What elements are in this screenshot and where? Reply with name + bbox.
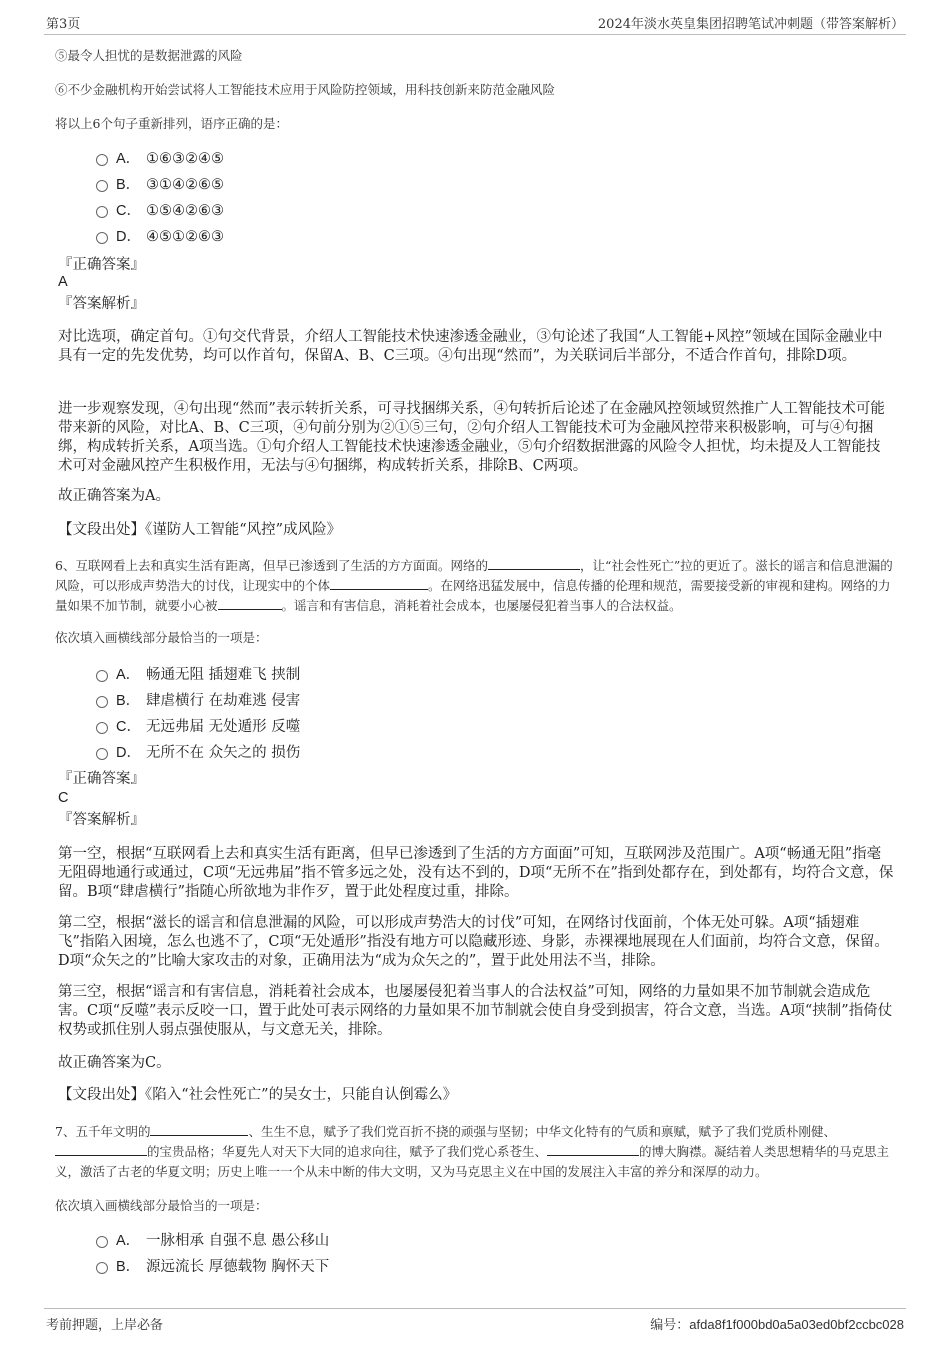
q7-option-a[interactable]: A． 一脉相承 自强不息 愚公移山 (96, 1231, 329, 1251)
q6-analysis-paragraph: 第二空，根据“滋长的谣言和信息泄漏的风险，可以形成声势浩大的讨伐”可知，在网络讨伐面前，个体无处可躲。A项“插翅难飞”指陷入困境，怎么也逃不了，C项“无处遁形”指没有地方可以隐藏形迹、身影，赤裸裸地展现在人们面前，均符合文意，保留。D项“众矢之的”比喻大家攻击的对象，正确用法为“成为众矢之的”，置于此处用法不当，排除。 (58, 915, 889, 969)
q5-answer: A (58, 274, 68, 290)
fill-blank (150, 1122, 248, 1136)
radio-icon[interactable] (96, 670, 108, 682)
document-title: 2024年淡水英皇集团招聘笔试冲刺题（带答案解析） (597, 17, 904, 32)
radio-icon[interactable] (96, 748, 108, 760)
document-code: 编号：afda8f1f000bd0a5a03ed0bf2ccbc028 (650, 1317, 904, 1332)
q5-source: 【文段出处】《谨防人工智能“风控”成风险》 (58, 522, 342, 538)
radio-icon[interactable] (96, 1236, 108, 1248)
q6-option-b[interactable]: B． 肆虐横行 在劫难逃 侵害 (96, 691, 300, 711)
fill-blank (218, 596, 282, 610)
page-number: 第3页 (46, 17, 81, 32)
footer-slogan: 考前押题，上岸必备 (46, 1318, 164, 1333)
q6-analysis-paragraph: 第一空，根据“互联网看上去和真实生活有距离，但早已渗透到了生活的方方面面”可知，互联网涉及范围广。A项“畅通无阻”指毫无阻碍地通行或通过，C项“无远弗届”指不管多远之处，没有达不到的，D项“无所不在”指到处都存在，到处都有，均符合文意，保留。B项“肆虐横行”指随心所欲地为非作歹，置于此处程度过重，排除。 (58, 846, 894, 900)
q7-prompt: 依次填入画横线部分最恰当的一项是： (55, 1198, 268, 1213)
q7-option-b[interactable]: B． 源远流长 厚德载物 胸怀天下 (96, 1257, 329, 1277)
q6-analysis-paragraph: 第三空，根据“谣言和有害信息，消耗着社会成本，也屡屡侵犯着当事人的合法权益”可知，网络的力量如果不加节制就会造成危害。C项“反噬”表示反咬一口，置于此处可表示网络的力量如果不加节制就会使自身受到损害，符合文意，当选。A项“挟制”指倚仗权势或抓住别人弱点强使服从，与文意无关，排除。 (58, 984, 893, 1038)
radio-icon[interactable] (96, 722, 108, 734)
page-footer (44, 1308, 906, 1335)
q7-stem: 7、五千年文明的 、生生不息，赋予了我们党百折不挠的顽强与坚韧；中华文化特有的气质和禀赋，赋予了我们党质朴刚健、的宝贵品格；华夏先人对天下大同的追求向往，赋予了我们党心系苍生、 的博大胸襟。凝结着人类思想精华的马克思主义，激活了古老的华夏文明；历史上唯一一个从未中断的伟大文明，又为马克思主义在中国的发展注入丰富的养分和深厚的动力。 (55, 1124, 890, 1179)
q5-sentence-5: ⑤最令人担忧的是数据泄露的风险 (55, 48, 243, 63)
page-header (44, 10, 906, 35)
q5-analysis-paragraph: 对比选项，确定首句。①句交代背景，介绍人工智能技术快速渗透金融业，③句论述了我国“人工智能+风控”领域在国际金融业中具有一定的先发优势，均可以作首句，保留A、B、C三项。④句出现“然而”，为关联词后半部分，不适合作首句，排除D项。 (58, 329, 883, 364)
q6-analysis-label: 『答案解析』 (58, 812, 145, 828)
q5-conclusion: 故正确答案为A。 (58, 488, 170, 504)
q5-option-a[interactable]: A． ①⑥③②④⑤ (96, 149, 224, 169)
radio-icon[interactable] (96, 180, 108, 192)
fill-blank (55, 1142, 147, 1156)
q6-option-c[interactable]: C． 无远弗届 无处遁形 反噬 (96, 717, 300, 737)
q5-sentence-6: ⑥不少金融机构开始尝试将人工智能技术应用于风险防控领域，用科技创新来防范金融风险 (55, 82, 556, 97)
q6-source: 【文段出处】《陷入“社会性死亡”的吴女士，只能自认倒霉么》 (58, 1087, 458, 1103)
q6-conclusion: 故正确答案为C。 (58, 1055, 171, 1071)
fill-blank (330, 576, 428, 590)
q6-answer: C (58, 790, 69, 806)
radio-icon[interactable] (96, 154, 108, 166)
q6-answer-label: 『正确答案』 (58, 771, 145, 787)
fill-blank (547, 1142, 639, 1156)
q5-answer-label: 『正确答案』 (58, 257, 145, 273)
radio-icon[interactable] (96, 232, 108, 244)
radio-icon[interactable] (96, 696, 108, 708)
q5-prompt: 将以上6个句子重新排列，语序正确的是： (55, 116, 288, 131)
fill-blank (488, 556, 580, 570)
q5-analysis-label: 『答案解析』 (58, 296, 145, 312)
q6-stem: 6、互联网看上去和真实生活有距离，但早已渗透到了生活的方方面面。网络的 ，让“社会性死亡”拉的更近了。滋长的谣言和信息泄漏的风险，可以形成声势浩大的讨伐，让现实中的个体 。在网络迅猛发展中，信息传播的伦理和规范，需要接受新的审视和建构。网络的力量如果不加节制，就要小心被 。谣言和有害信息，消耗着社会成本，也屡屡侵犯着当事人的合法权益。 (55, 558, 893, 613)
q5-option-c[interactable]: C． ①⑤④②⑥③ (96, 201, 224, 221)
q5-option-d[interactable]: D． ④⑤①②⑥③ (96, 227, 224, 247)
radio-icon[interactable] (96, 1262, 108, 1274)
radio-icon[interactable] (96, 206, 108, 218)
q5-analysis-paragraph: 进一步观察发现，④句出现“然而”表示转折关系，可寻找捆绑关系，④句转折后论述了在金融风控领域贸然推广人工智能技术可能带来新的风险，对比A、B、C三项，④句前分别为②①⑤三句，②句介绍人工智能技术可为金融风控带来积极影响，可与④句捆绑，构成转折关系，A项当选。①句介绍人工智能技术快速渗透金融业，⑤句介绍数据泄露的风险令人担忧，均未提及人工智能技术可对金融风控产生积极作用，无法与④句捆绑，构成转折关系，排除B、C两项。 (58, 401, 885, 474)
q6-prompt: 依次填入画横线部分最恰当的一项是： (55, 630, 268, 645)
q5-option-b[interactable]: B． ③①④②⑥⑤ (96, 175, 224, 195)
q6-option-d[interactable]: D． 无所不在 众矢之的 损伤 (96, 743, 300, 763)
q6-option-a[interactable]: A． 畅通无阻 插翅难飞 挟制 (96, 665, 300, 685)
